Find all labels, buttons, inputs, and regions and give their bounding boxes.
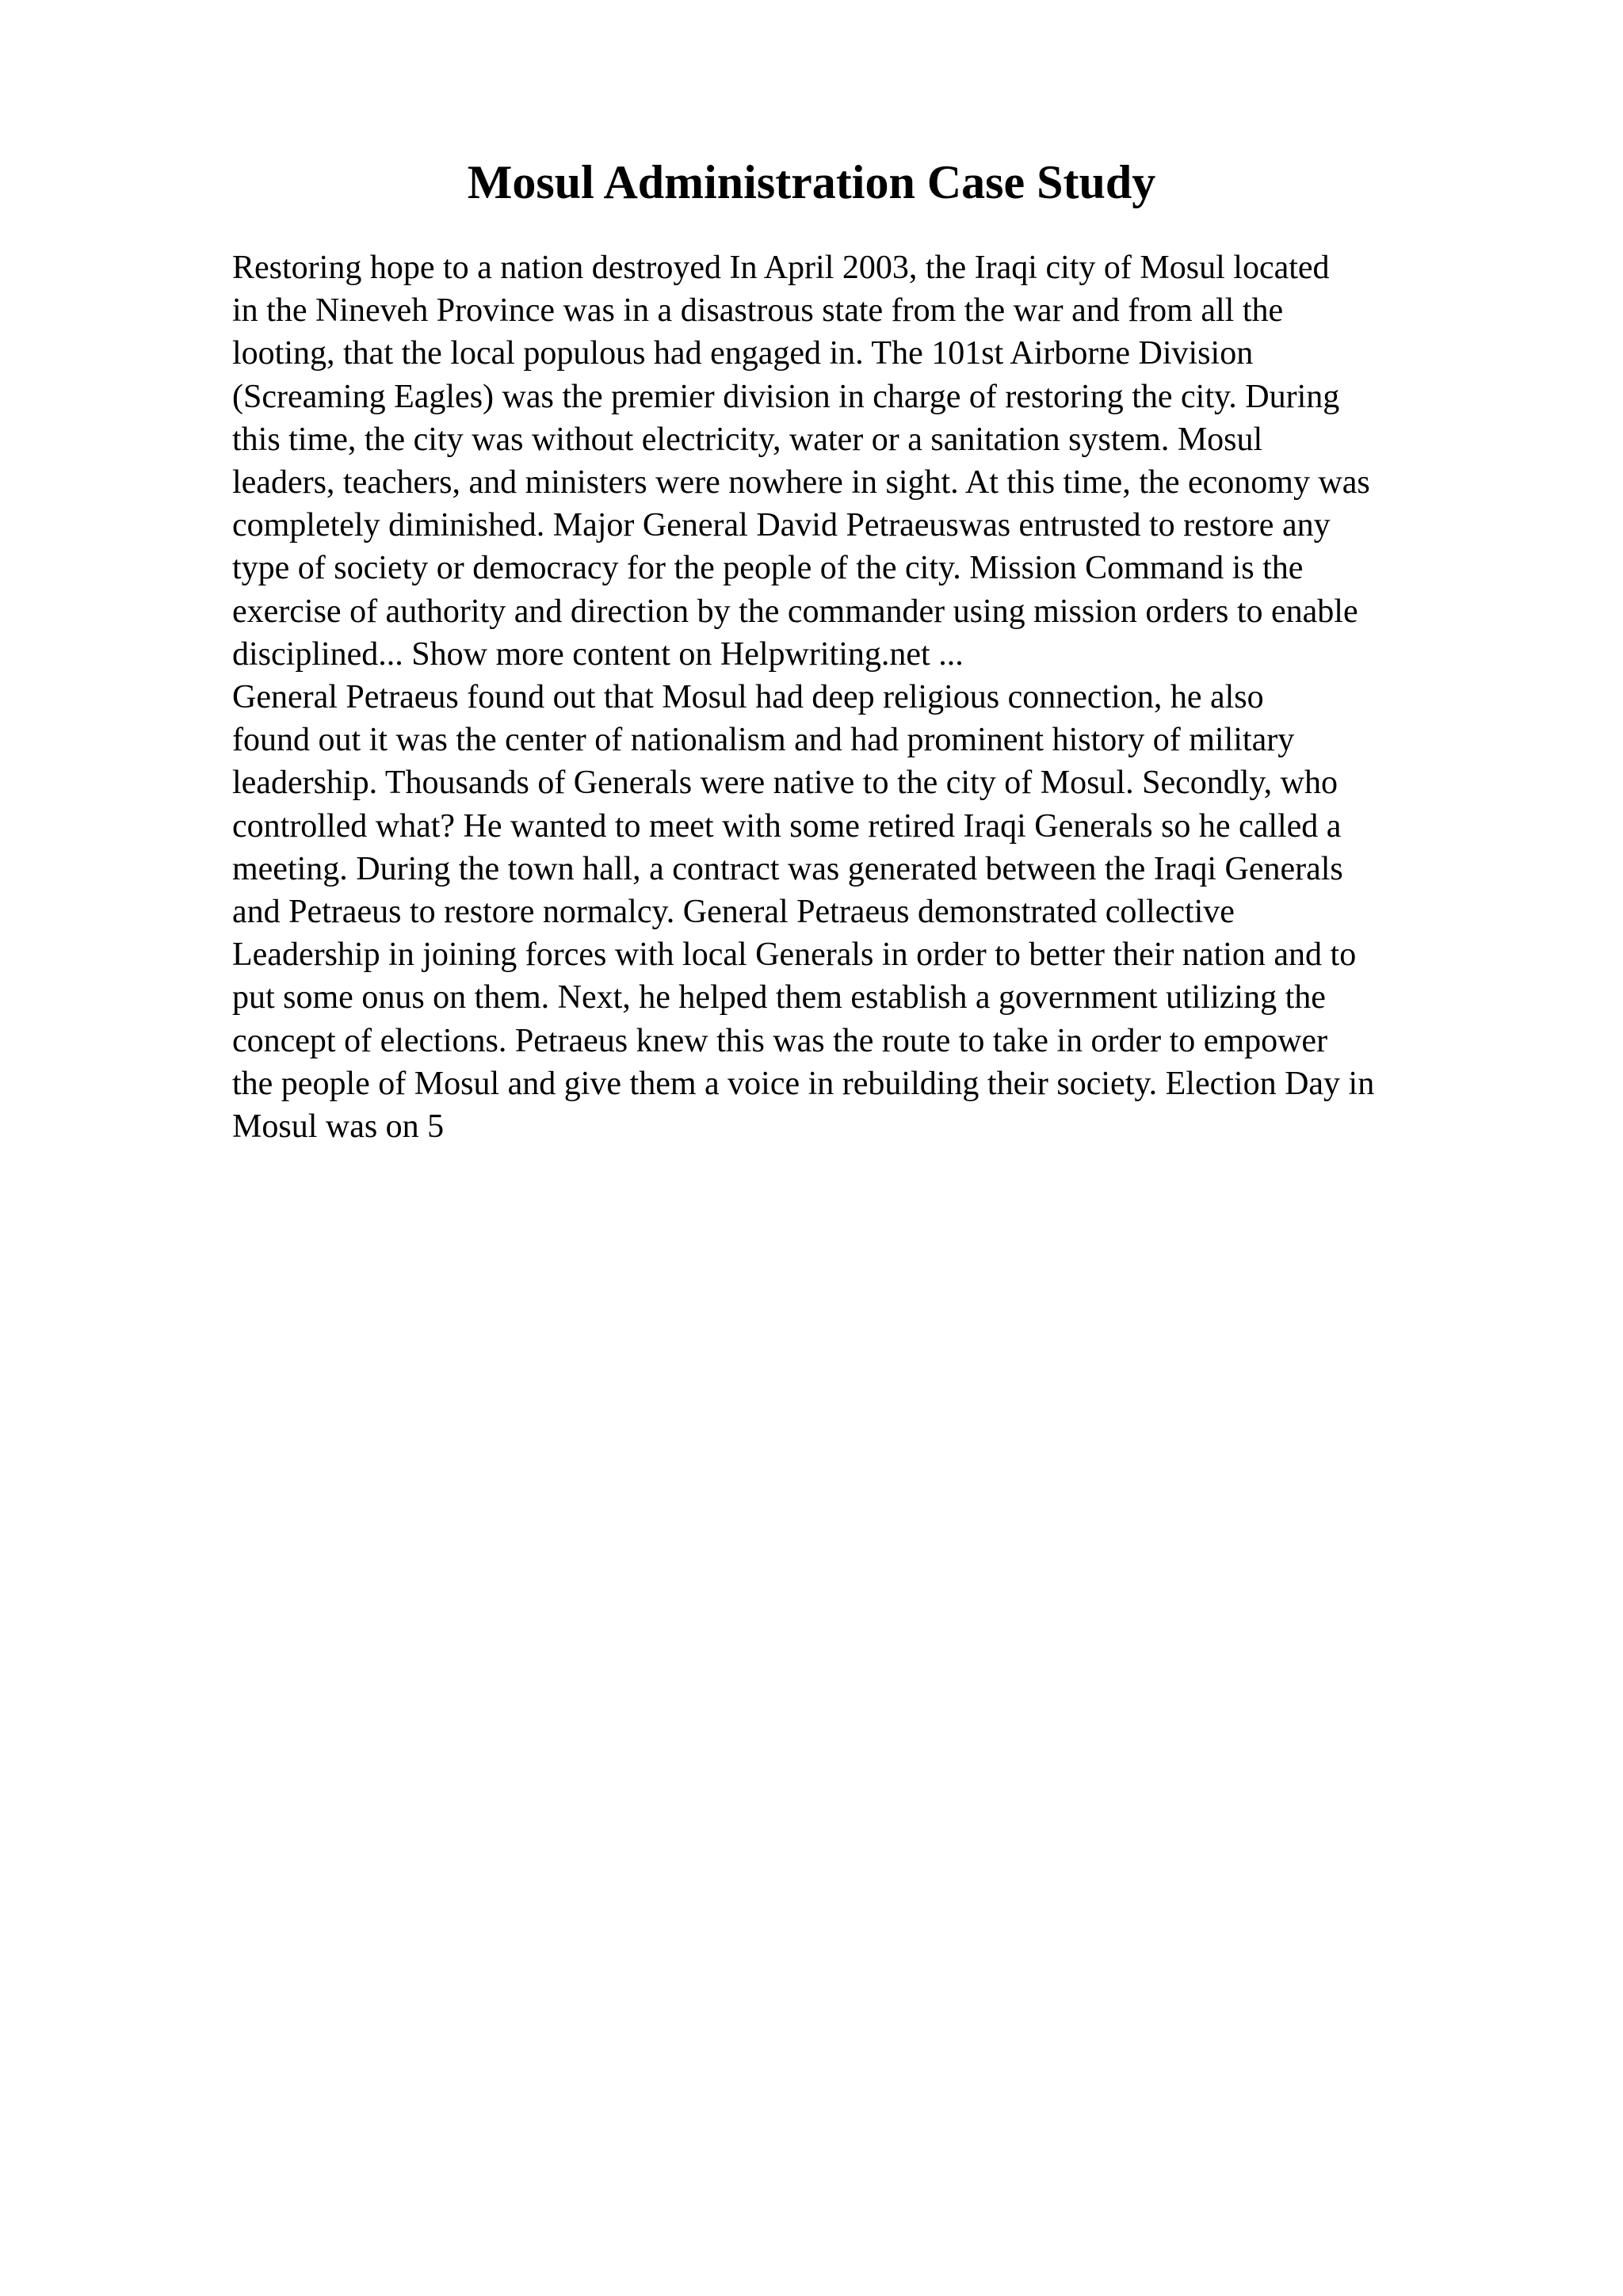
body-line: found out it was the center of nationalism and had prominent history of military <box>232 722 1295 759</box>
document-body <box>232 246 1516 1148</box>
body-line: and Petraeus to restore normalcy. General Petraeus demonstrated collective <box>232 894 1235 931</box>
body-line: Leadership in joining forces with local Generals in order to better their nation and to <box>232 936 1357 974</box>
document-title: Mosul Administration Case Study <box>467 156 1156 208</box>
body-line: Mosul was on 5 <box>232 1108 445 1146</box>
body-line: General Petraeus found out that Mosul had deep religious connection, he also <box>232 679 1264 716</box>
body-line: put some onus on them. Next, he helped them establish a government utilizing the <box>232 979 1326 1016</box>
body-line: disciplined... Show more content on Helpwriting.net ... <box>232 635 964 673</box>
body-line: looting, that the local populous had engaged in. The 101st Airborne Division <box>232 335 1254 372</box>
body-line: concept of elections. Petraeus knew this was the route to take in order to empower <box>232 1022 1328 1059</box>
body-line: the people of Mosul and give them a voice in rebuilding their society. Election Day in <box>232 1065 1375 1102</box>
body-line: Restoring hope to a nation destroyed In April 2003, the Iraqi city of Mosul located <box>232 250 1330 286</box>
body-line: controlled what? He wanted to meet with some retired Iraqi Generals so he called a <box>232 807 1342 845</box>
body-line: this time, the city was without electricity, water or a sanitation system. Mosul <box>232 421 1263 458</box>
body-line: completely diminished. Major General David Petraeuswas entrusted to restore any <box>232 507 1331 544</box>
body-line: leaders, teachers, and ministers were nowhere in sight. At this time, the economy was <box>232 464 1370 502</box>
body-line: (Screaming Eagles) was the premier division in charge of restoring the city. During <box>232 378 1340 415</box>
body-line: in the Nineveh Province was in a disastrous state from the war and from all the <box>232 292 1284 330</box>
body-line: leadership. Thousands of Generals were native to the city of Mosul. Secondly, who <box>232 765 1338 802</box>
body-line: type of society or democracy for the people of the city. Mission Command is the <box>232 550 1304 587</box>
body-line: meeting. During the town hall, a contract was generated between the Iraqi Generals <box>232 850 1343 887</box>
body-line: exercise of authority and direction by the commander using mission orders to enable <box>232 593 1358 630</box>
